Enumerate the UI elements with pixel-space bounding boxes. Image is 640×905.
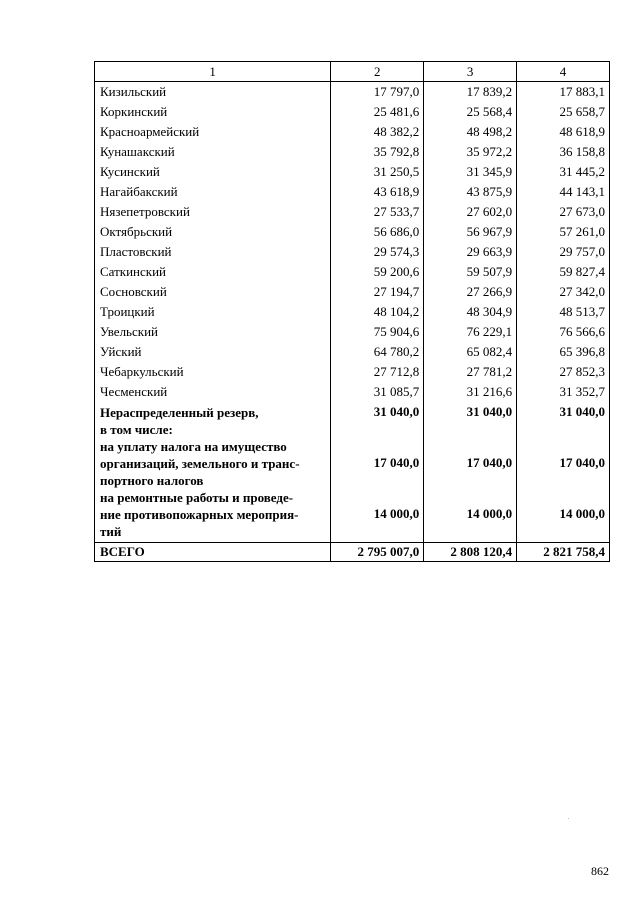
district-name-cell: Чесменский bbox=[95, 382, 331, 402]
value-col-3-cell: 59 507,9 bbox=[424, 262, 517, 282]
header-col-3: 3 bbox=[424, 62, 517, 82]
value-col-4-cell: 59 827,4 bbox=[517, 262, 610, 282]
reserve-col-4 bbox=[517, 402, 610, 543]
value-col-4-cell: 17 883,1 bbox=[517, 82, 610, 103]
district-name-cell: Сосновский bbox=[95, 282, 331, 302]
value-col-2-cell: 64 780,2 bbox=[331, 342, 424, 362]
value-col-3-cell: 31 216,6 bbox=[424, 382, 517, 402]
value-col-2-cell: 48 104,2 bbox=[331, 302, 424, 322]
value-col-4-cell: 27 852,3 bbox=[517, 362, 610, 382]
reserve-tax-4: 17 040,0 bbox=[559, 455, 605, 470]
value-col-4-cell: 27 342,0 bbox=[517, 282, 610, 302]
table-row bbox=[95, 322, 610, 342]
district-name-cell: Октябрьский bbox=[95, 222, 331, 242]
value-col-3-cell: 29 663,9 bbox=[424, 242, 517, 262]
table-header-row bbox=[95, 62, 610, 82]
value-col-4-cell: 31 352,7 bbox=[517, 382, 610, 402]
district-name-cell: Кунашакский bbox=[95, 142, 331, 162]
value-col-3-cell: 25 568,4 bbox=[424, 102, 517, 122]
table-row bbox=[95, 242, 610, 262]
table-row bbox=[95, 182, 610, 202]
reserve-row bbox=[95, 402, 610, 543]
reserve-total-3: 31 040,0 bbox=[466, 404, 513, 419]
value-col-2-cell: 56 686,0 bbox=[331, 222, 424, 242]
district-name-cell: Нагайбакский bbox=[95, 182, 331, 202]
district-name-cell: Увельский bbox=[95, 322, 331, 342]
page-number: 862 bbox=[591, 864, 609, 878]
value-col-2-cell: 17 797,0 bbox=[331, 82, 424, 103]
value-col-2-cell: 31 085,7 bbox=[331, 382, 424, 402]
value-col-4-cell: 65 396,8 bbox=[517, 342, 610, 362]
district-name-cell: Коркинский bbox=[95, 102, 331, 122]
grand-total-label: ВСЕГО bbox=[95, 543, 331, 562]
reserve-tax-3: 17 040,0 bbox=[466, 455, 513, 470]
value-col-3-cell: 76 229,1 bbox=[424, 322, 517, 342]
reserve-tax-2: 17 040,0 bbox=[373, 455, 420, 470]
value-col-2-cell: 48 382,2 bbox=[331, 122, 424, 142]
grand-total-2: 2 795 007,0 bbox=[331, 543, 424, 562]
reserve-repair-4: 14 000,0 bbox=[559, 506, 605, 521]
value-col-4-cell: 31 445,2 bbox=[517, 162, 610, 182]
district-name-cell: Кизильский bbox=[95, 82, 331, 103]
value-col-4-cell: 48 513,7 bbox=[517, 302, 610, 322]
value-col-3-cell: 27 266,9 bbox=[424, 282, 517, 302]
value-col-3-cell: 43 875,9 bbox=[424, 182, 517, 202]
district-name-cell: Троицкий bbox=[95, 302, 331, 322]
value-col-2-cell: 25 481,6 bbox=[331, 102, 424, 122]
table-row bbox=[95, 342, 610, 362]
value-col-2-cell: 27 712,8 bbox=[331, 362, 424, 382]
value-col-4-cell: 29 757,0 bbox=[517, 242, 610, 262]
value-col-4-cell: 57 261,0 bbox=[517, 222, 610, 242]
reserve-tax-label-line-1: на уплату налога на имущество bbox=[100, 439, 287, 454]
value-col-4-cell: 36 158,8 bbox=[517, 142, 610, 162]
value-col-2-cell: 35 792,8 bbox=[331, 142, 424, 162]
district-name-cell: Чебаркульский bbox=[95, 362, 331, 382]
value-col-2-cell: 27 533,7 bbox=[331, 202, 424, 222]
table-row bbox=[95, 362, 610, 382]
district-name-cell: Пластовский bbox=[95, 242, 331, 262]
value-col-2-cell: 75 904,6 bbox=[331, 322, 424, 342]
value-col-2-cell: 27 194,7 bbox=[331, 282, 424, 302]
reserve-tax-label-line-3: портного налогов bbox=[100, 473, 204, 488]
district-name-cell: Красноармейский bbox=[95, 122, 331, 142]
grand-total-3: 2 808 120,4 bbox=[424, 543, 517, 562]
table-row bbox=[95, 162, 610, 182]
table-row bbox=[95, 202, 610, 222]
value-col-3-cell: 35 972,2 bbox=[424, 142, 517, 162]
district-name-cell: Кусинский bbox=[95, 162, 331, 182]
table-row bbox=[95, 82, 610, 103]
reserve-repair-2: 14 000,0 bbox=[373, 506, 420, 521]
reserve-title: Нераспределенный резерв, bbox=[100, 405, 259, 420]
reserve-total-2: 31 040,0 bbox=[373, 404, 420, 419]
value-col-3-cell: 56 967,9 bbox=[424, 222, 517, 242]
value-col-2-cell: 29 574,3 bbox=[331, 242, 424, 262]
reserve-col-2 bbox=[331, 402, 424, 543]
value-col-2-cell: 31 250,5 bbox=[331, 162, 424, 182]
value-col-4-cell: 25 658,7 bbox=[517, 102, 610, 122]
table-row bbox=[95, 382, 610, 402]
reserve-repair-label-line-2: ние противопожарных мероприя- bbox=[100, 507, 299, 522]
value-col-3-cell: 31 345,9 bbox=[424, 162, 517, 182]
table-row bbox=[95, 102, 610, 122]
value-col-3-cell: 17 839,2 bbox=[424, 82, 517, 103]
reserve-repair-label-line-1: на ремонтные работы и проведе- bbox=[100, 490, 294, 505]
district-name-cell: Саткинский bbox=[95, 262, 331, 282]
scan-speck bbox=[568, 818, 569, 819]
value-col-4-cell: 27 673,0 bbox=[517, 202, 610, 222]
district-name-cell: Нязепетровский bbox=[95, 202, 331, 222]
reserve-col-3 bbox=[424, 402, 517, 543]
value-col-3-cell: 48 304,9 bbox=[424, 302, 517, 322]
district-name-cell: Уйский bbox=[95, 342, 331, 362]
budget-table bbox=[94, 61, 610, 562]
value-col-2-cell: 59 200,6 bbox=[331, 262, 424, 282]
table-row bbox=[95, 142, 610, 162]
reserve-total-4: 31 040,0 bbox=[559, 404, 605, 419]
reserve-subtitle: в том числе: bbox=[100, 422, 173, 437]
grand-total-4: 2 821 758,4 bbox=[517, 543, 610, 562]
value-col-3-cell: 65 082,4 bbox=[424, 342, 517, 362]
reserve-label-cell bbox=[95, 402, 331, 543]
value-col-3-cell: 27 602,0 bbox=[424, 202, 517, 222]
reserve-repair-3: 14 000,0 bbox=[466, 506, 513, 521]
value-col-3-cell: 48 498,2 bbox=[424, 122, 517, 142]
grand-total-row bbox=[95, 543, 610, 562]
table-row bbox=[95, 222, 610, 242]
value-col-3-cell: 27 781,2 bbox=[424, 362, 517, 382]
reserve-repair-label-line-3: тий bbox=[100, 524, 122, 539]
header-col-1: 1 bbox=[95, 62, 331, 82]
header-col-2: 2 bbox=[331, 62, 424, 82]
table-row bbox=[95, 262, 610, 282]
table-row bbox=[95, 282, 610, 302]
table-row bbox=[95, 302, 610, 322]
value-col-4-cell: 44 143,1 bbox=[517, 182, 610, 202]
table-body bbox=[95, 82, 610, 403]
value-col-2-cell: 43 618,9 bbox=[331, 182, 424, 202]
value-col-4-cell: 76 566,6 bbox=[517, 322, 610, 342]
reserve-tax-label-line-2: организаций, земельного и транс- bbox=[100, 456, 300, 471]
table-row bbox=[95, 122, 610, 142]
header-col-4: 4 bbox=[517, 62, 610, 82]
value-col-4-cell: 48 618,9 bbox=[517, 122, 610, 142]
